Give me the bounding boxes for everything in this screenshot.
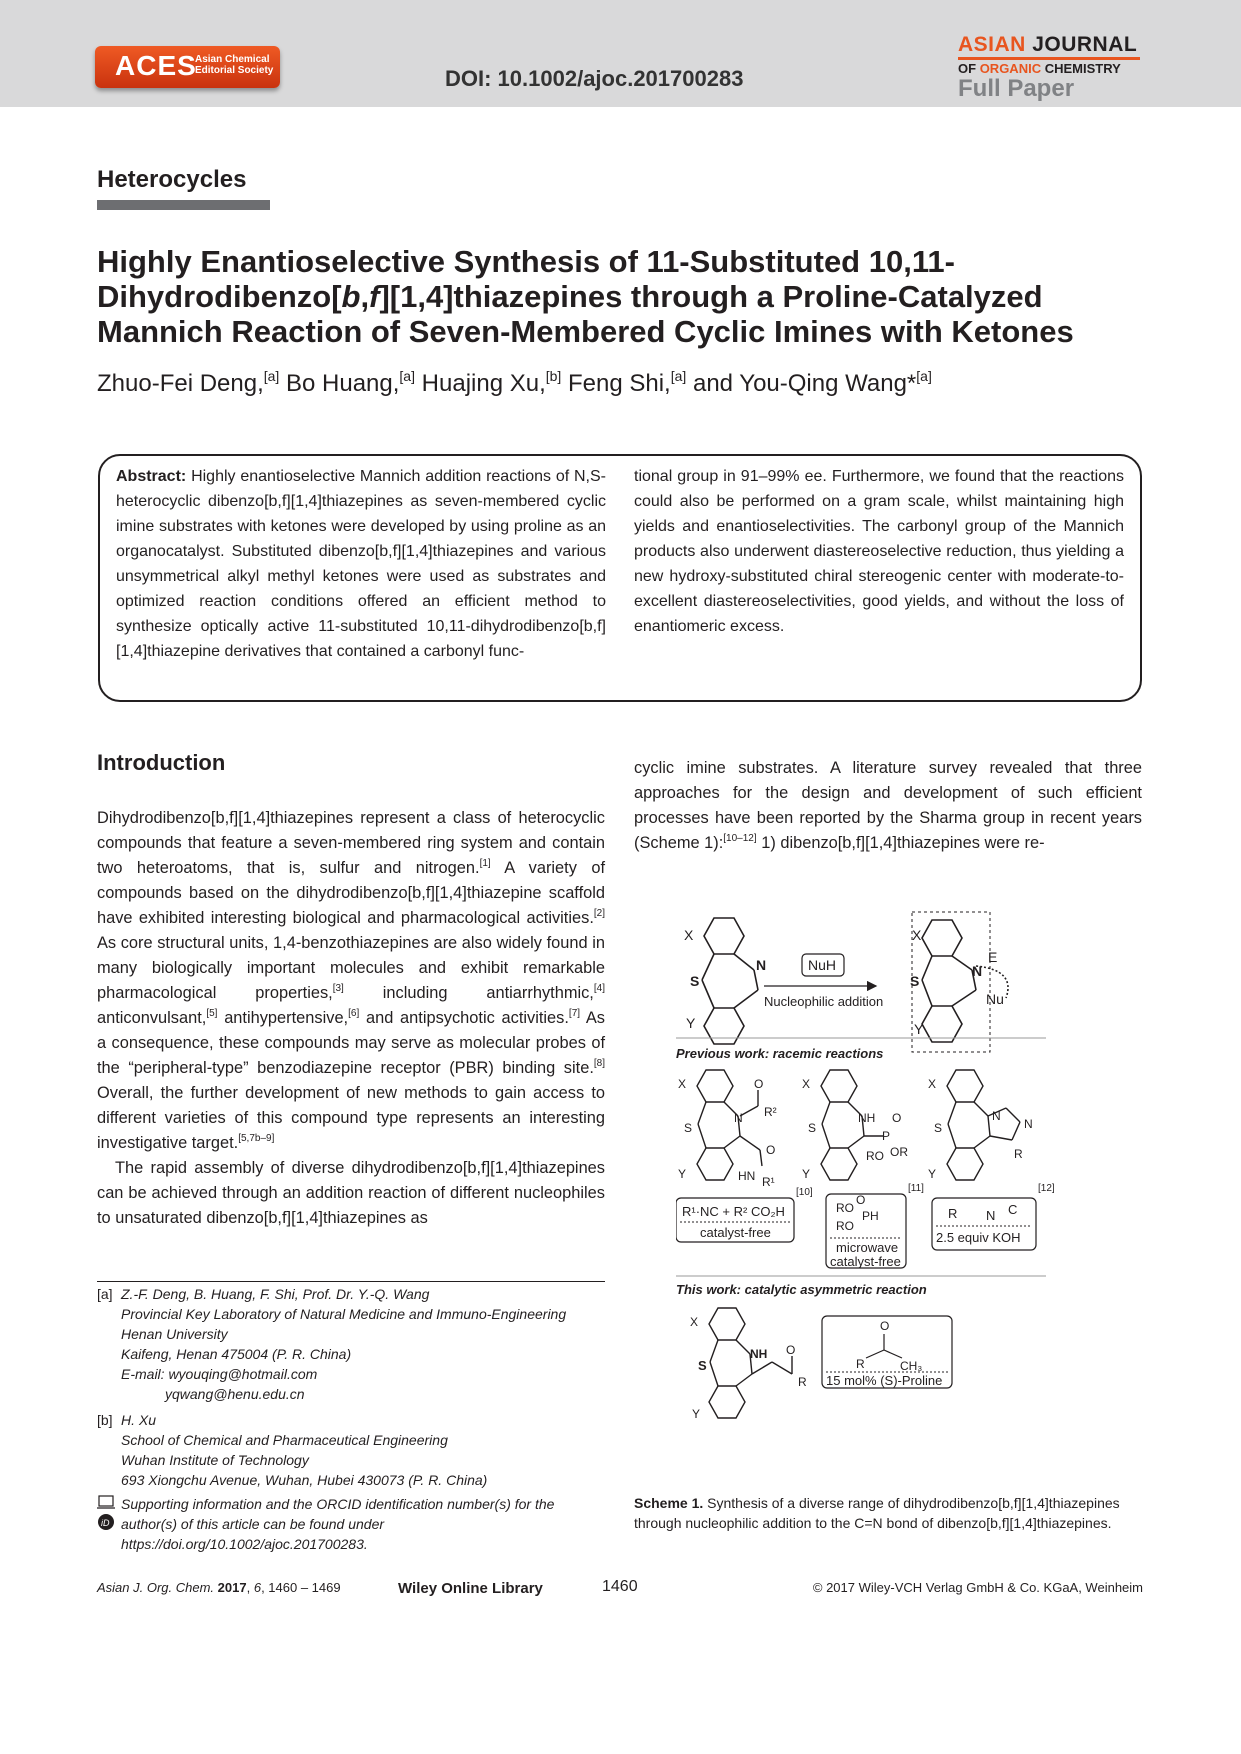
svg-text:Y: Y xyxy=(692,1407,701,1421)
reference-citation[interactable]: [3] xyxy=(332,983,344,994)
previous-structure-2 xyxy=(821,1070,884,1180)
svg-text:R: R xyxy=(856,1357,865,1371)
svg-text:N: N xyxy=(972,963,983,979)
intro-paragraph-2: The rapid assembly of diverse dihydrodibenzo[b,f][1,4]thiazepines can be achieved through an addition reaction of different nucleophiles to unsaturated dibenzo[b,f][1,4]thiazepines as xyxy=(97,1159,605,1227)
ref-12: [12] xyxy=(1038,1183,1055,1194)
svg-text:S: S xyxy=(910,973,920,989)
svg-text:S: S xyxy=(698,1358,707,1373)
reference-citation[interactable]: [4] xyxy=(593,983,605,994)
author-affiliation-mark: [a] xyxy=(263,368,280,384)
svg-text:C: C xyxy=(1008,1202,1018,1217)
svg-text:O: O xyxy=(856,1193,866,1207)
previous-structure-3 xyxy=(947,1070,1020,1180)
footer-citation: Asian J. Org. Chem. 2017, 6, 1460 – 1469 xyxy=(97,1580,341,1595)
supporting-icons xyxy=(97,1494,115,1532)
this-work-structure xyxy=(709,1308,792,1418)
section-label: Heterocycles xyxy=(97,166,247,193)
product-structure xyxy=(922,920,1008,1042)
svg-text:Y: Y xyxy=(678,1167,687,1181)
affiliation-line: Wuhan Institute of Technology xyxy=(121,1452,309,1468)
arrow-label: Nucleophilic addition xyxy=(764,994,884,1009)
aces-logo-text: ACES xyxy=(115,50,197,81)
author-affiliation-mark: [a] xyxy=(670,368,687,384)
author-name: Bo Huang, xyxy=(279,370,400,397)
svg-text:iD: iD xyxy=(101,1518,110,1528)
svg-text:Y: Y xyxy=(802,1167,811,1181)
svg-text:N: N xyxy=(986,1208,996,1223)
svg-text:X: X xyxy=(912,927,922,943)
atom-e: E xyxy=(988,949,998,965)
abstract-left: Abstract: Highly enantioselective Mannich addition reactions of N,S-heterocyclic dibenzo[b,f][1,4]thiazepines as seven-membered cyclic imine substrates with ketones were developed by using proline as an organocatalyst. Substituted dibenzo[b,f][1,4]thiazepines and various unsymmetrical alkyl methyl ketones were used as substrates and optimized reaction conditions offered an efficient method to synthesize optically active 11-substituted 10,11-dihydrodibenzo[b,f][1,4]thiazepine derivatives that contained a carbonyl func- xyxy=(116,468,606,660)
article-title: Highly Enantioselective Synthesis of 11-Substituted 10,11- Dihydrodibenzo[b,f][1,4]thiazepines through a Proline-Catalyzed Mannich Reaction of Seven-Membered Cyclic Imines with Ketones xyxy=(97,244,1074,349)
introduction-heading: Introduction xyxy=(97,750,226,775)
svg-text:S: S xyxy=(934,1121,943,1135)
affiliation-line: School of Chemical and Pharmaceutical Engineering xyxy=(121,1432,448,1448)
product-dashed-box xyxy=(912,912,990,1052)
atom-nu: Nu xyxy=(986,991,1004,1007)
svg-text:RO: RO xyxy=(836,1219,854,1233)
intro-column-2 xyxy=(634,756,1142,856)
author-affiliation-mark: [a] xyxy=(916,368,932,384)
svg-text:2.5 equiv KOH: 2.5 equiv KOH xyxy=(936,1230,1021,1245)
affiliation-line: E-mail: wyouqing@hotmail.com xyxy=(121,1366,318,1382)
svg-text:R: R xyxy=(948,1206,958,1221)
intro-column-1 xyxy=(97,806,605,1231)
atom-y: Y xyxy=(686,1015,696,1031)
atom-n: N xyxy=(756,957,767,973)
svg-text:R¹·NC + R² CO₂H: R¹·NC + R² CO₂H xyxy=(682,1204,785,1219)
svg-text:R: R xyxy=(1014,1147,1023,1161)
author-affiliation-mark: [b] xyxy=(545,368,562,384)
svg-text:microwave: microwave xyxy=(836,1240,899,1255)
journal-logo: ASIAN JOURNAL OF ORGANIC CHEMISTRY Full Paper xyxy=(958,34,1148,102)
ref-10: [10] xyxy=(796,1187,813,1198)
reference-citation[interactable]: [7] xyxy=(568,1008,581,1019)
reference-citation[interactable]: [1] xyxy=(479,858,491,869)
svg-text:O: O xyxy=(892,1111,902,1125)
intro-paragraph-3: cyclic imine substrates. A literature survey revealed that three approaches for the design and development of such efficient processes have been reported by the Sharma group in recent years (Scheme 1):[10–12] 1) dibenzo[b,f][1,4]thiazepines were re- xyxy=(634,759,1142,852)
svg-text:15 mol% (S)-Proline: 15 mol% (S)-Proline xyxy=(826,1373,943,1388)
svg-text:Y: Y xyxy=(914,1021,924,1037)
affiliation-line: Z.-F. Deng, B. Huang, F. Shi, Prof. Dr. Y.-Q. Wang xyxy=(121,1286,430,1302)
svg-text:N: N xyxy=(1024,1117,1033,1131)
svg-text:RO: RO xyxy=(836,1201,854,1215)
footer-wiley-link[interactable]: Wiley Online Library xyxy=(398,1580,543,1597)
reference-citation[interactable]: [5] xyxy=(206,1008,218,1019)
affiliation-line: 693 Xiongchu Avenue, Wuhan, Hubei 430073 (P. R. China) xyxy=(121,1472,488,1488)
svg-text:O: O xyxy=(880,1319,890,1333)
svg-text:X: X xyxy=(928,1077,937,1091)
abstract-right: tional group in 91–99% ee. Furthermore, we found that the reactions could also be performed on a gram scale, whilst maintaining high yields and enantioselectivities. The carbonyl group of the Mannich products also underwent diastereoselective reduction, thus yielding a new hydroxy-substituted chiral stereogenic center with moderate-to-excellent diastereoselectivities, good yields, and without the loss of enantiomeric excess. xyxy=(634,468,1124,635)
svg-text:P: P xyxy=(882,1129,891,1143)
author-name: and You-Qing Wang* xyxy=(686,370,917,397)
svg-text:NH: NH xyxy=(858,1111,876,1125)
svg-text:R: R xyxy=(798,1375,807,1389)
svg-text:N: N xyxy=(992,1109,1001,1123)
svg-text:HN: HN xyxy=(738,1169,756,1183)
svg-text:S: S xyxy=(684,1121,693,1135)
reference-citation[interactable]: [5,7b–9] xyxy=(238,1133,275,1144)
svg-text:R¹: R¹ xyxy=(762,1175,775,1189)
computer-icon xyxy=(99,1496,113,1506)
this-work-label: This work: catalytic asymmetric reaction xyxy=(676,1282,927,1297)
author-name: Zhuo-Fei Deng, xyxy=(97,370,264,397)
reference-citation[interactable]: [8] xyxy=(593,1058,605,1069)
svg-text:O: O xyxy=(766,1143,776,1157)
reference-citation[interactable]: [6] xyxy=(348,1008,360,1019)
svg-text:O: O xyxy=(754,1077,764,1091)
svg-text:N: N xyxy=(734,1111,743,1125)
affiliation-line: yqwang@henu.edu.cn xyxy=(165,1386,305,1402)
svg-text:O: O xyxy=(786,1343,796,1357)
substrate-structure xyxy=(702,918,758,1044)
svg-text:CH₃: CH₃ xyxy=(900,1359,923,1373)
reagent-nuh: NuH xyxy=(808,957,837,973)
intro-paragraph-1: Dihydrodibenzo[b,f][1,4]thiazepines represent a class of heterocyclic compounds that feature a seven-membered ring system and contain two heteroatoms, that is, sulfur and nitrogen.[1] A variety of compounds based on the dihydrodibenzo[b,f][1,4]thiazepine scaffold have exhibited interesting biological and pharmacological activities.[2] As core structural units, 1,4-benzothiazepines are also widely found in many biologically important molecules and exhibit remarkable pharmacological properties,[3] including antiarrhythmic,[4] anticonvulsant,[5] antihypertensive,[6] and antipsychotic activities.[7] As a consequence, these compounds may serve as molecular probes of the “peripheral-type” benzodiazepine receptor (PBR) binding site.[8] Overall, the further development of new methods to gain access to different varieties of this compound type represents an interesting investigative target.[5,7b–9] xyxy=(97,809,606,1152)
author-affiliation-mark: [a] xyxy=(399,368,415,384)
author-name: Huajing Xu, xyxy=(415,370,546,397)
aces-logo-subtitle: Asian Chemical Editorial Society xyxy=(195,54,274,76)
scheme-caption: Scheme 1. Synthesis of a diverse range of dihydrodibenzo[b,f][1,4]thiazepines through nucleophilic addition to the C=N bond of dibenzo[b,f][1,4]thiazepines. xyxy=(634,1495,1120,1531)
reference-citation[interactable]: [2] xyxy=(593,908,605,919)
abstract-left-text: Highly enantioselective Mannich addition reactions of N,S-heterocyclic dibenzo[b,f][1,4]thiazepines as seven-membered cyclic imine substrates with ketones were developed by using proline as an organocatalyst. Substituted dibenzo[b,f][1,4]thiazepines and various unsymmetrical alkyl methyl ketones were used as substrates and optimized reaction conditions offered an efficient method to synthesize optically active 11-substituted 10,11-dihydrodibenzo[b,f][1,4]thiazepine derivatives that contained a carbonyl func- xyxy=(116,468,606,660)
svg-text:RO: RO xyxy=(866,1149,884,1163)
svg-text:X: X xyxy=(690,1315,699,1329)
affiliation-line: H. Xu xyxy=(121,1412,157,1428)
affiliation-b: [b] H. Xu School of Chemical and Pharmaceutical Engineering Wuhan Institute of Technology 693 Xiongchu Avenue, Wuhan, Hubei 430073 (P. R. China) xyxy=(97,1410,607,1490)
affiliation-line: Provincial Key Laboratory of Natural Medicine and Immuno-Engineering xyxy=(121,1306,567,1322)
affiliation-line: Kaifeng, Henan 475004 (P. R. China) xyxy=(121,1346,352,1362)
svg-text:catalyst-free: catalyst-free xyxy=(830,1254,901,1269)
ref-11: [11] xyxy=(908,1183,924,1194)
aces-logo xyxy=(95,46,280,88)
svg-text:X: X xyxy=(802,1077,811,1091)
previous-structure-1 xyxy=(697,1070,762,1180)
svg-text:NH: NH xyxy=(750,1347,768,1361)
atom-s: S xyxy=(690,973,700,989)
doi-text: DOI: 10.1002/ajoc.201700283 xyxy=(445,66,744,91)
svg-text:S: S xyxy=(808,1121,817,1135)
reference-citation[interactable]: [10–12] xyxy=(723,833,757,844)
svg-text:Y: Y xyxy=(928,1167,937,1181)
author-name: Feng Shi, xyxy=(561,370,671,397)
svg-text:PH: PH xyxy=(862,1209,879,1223)
svg-text:OR: OR xyxy=(890,1145,908,1159)
footer-page-number: 1460 xyxy=(602,1578,638,1595)
author-list xyxy=(97,368,932,398)
scheme-1-figure xyxy=(676,910,1076,1470)
footnote-rule xyxy=(97,1281,605,1282)
atom-x: X xyxy=(684,927,694,943)
footer-copyright: © 2017 Wiley-VCH Verlag GmbH & Co. KGaA, Weinheim xyxy=(812,1580,1143,1595)
svg-text:catalyst-free: catalyst-free xyxy=(700,1225,771,1240)
previous-work-label: Previous work: racemic reactions xyxy=(676,1046,884,1061)
affiliation-a: [a] Z.-F. Deng, B. Huang, F. Shi, Prof. Dr. Y.-Q. Wang Provincial Key Laboratory of Natural Medicine and Immuno-Engineering Henan University Kaifeng, Henan 475004 (P. R. China) E-mail: wyouqing@hotmail.com yqwang@henu.edu.cn xyxy=(97,1284,607,1404)
section-bar xyxy=(97,200,270,210)
article-type: Full Paper xyxy=(958,75,1075,102)
affiliation-line: Henan University xyxy=(121,1326,228,1342)
svg-text:R²: R² xyxy=(764,1105,777,1119)
svg-text:X: X xyxy=(678,1077,687,1091)
